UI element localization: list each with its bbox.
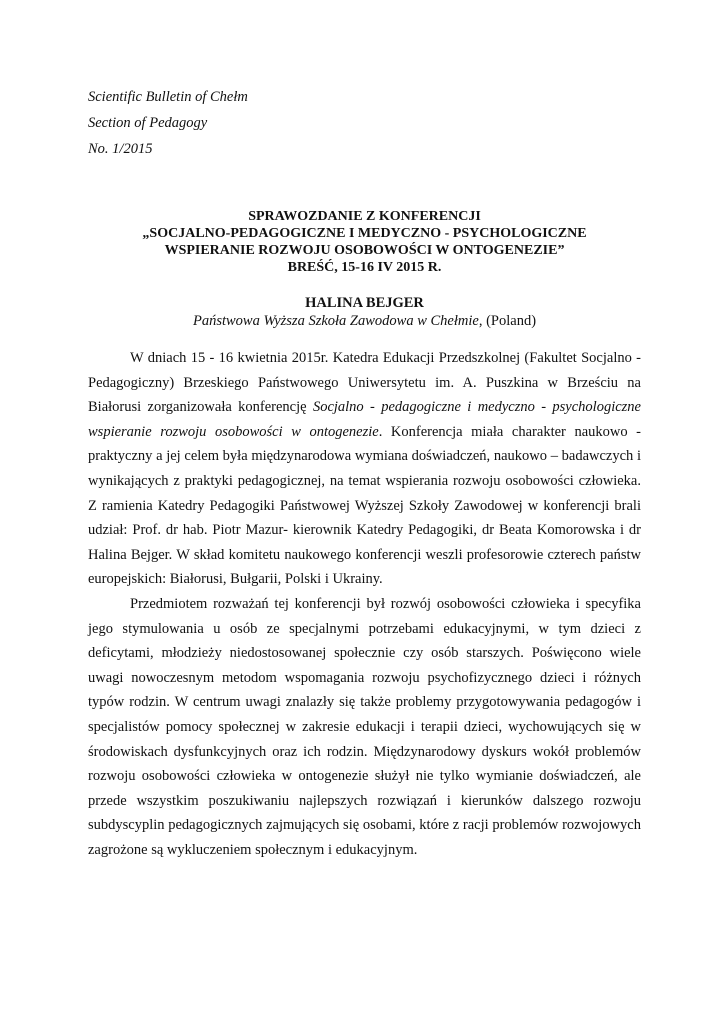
author-affiliation: Państwowa Wyższa Szkoła Zawodowa w Chełmie <box>192 313 479 329</box>
article-body <box>88 346 641 862</box>
journal-name: Scientific Bulletin of Chełm <box>88 89 248 105</box>
author-block <box>88 294 641 330</box>
author-country: , (Poland) <box>478 313 537 329</box>
paragraph-2: Przedmiotem rozważań tej konferencji był rozwój osobowości człowieka i specyfika jego stymulowania u osób ze specjalnymi potrzebami edukacyjnymi, w tym dzieci z deficytami, młodzieży niedostosowanej społecznie czy osób starszych. Poświęcono wiele uwagi nowoczesnym metodom wspomagania rozwoju psychofizycznego dzieci i różnych typów rodzin. W centrum uwagi znalazły się także problemy przygotowywania pedagogów i specjalistów pomocy społecznej w zakresie edukacji i terapii dzieci, wychowujących się w środowiskach dysfunkcyjnych oraz ich rodzin. Międzynarodowy dyskurs wokół problemów rozwoju osobowości człowieka w ontogenezie służył nie tylko wymianie doświadczeń, ale przede wszystkim poszukiwaniu najlepszych rozwiązań i kierunków dalszego rozwoju subdyscyplin pedagogicznych zajmujących się osobami, które z racji problemów rozwojowych zagrożone są wykluczeniem społecznym i edukacyjnym. <box>88 595 641 858</box>
paragraph-1-rest: . Konferencja miała charakter naukowo - praktyczny a jej celem była międzynarodowa wymiana doświadczeń, naukowo – badawczych i wynikających z praktyki pedagogicznej, na temat wspierania rozwoju osobowości człowieka. Z ramienia Katedry Pedagogiki Państwowej Wyższej Szkoły Zawodowej w konferencji brali udział: Prof. dr hab. Piotr Mazur- kierownik Katedry Pedagogiki, dr Beata Komorowska i dr Halina Bejger. W skład komitetu naukowego konferencji weszli profesorowie czterech państw europejskich: Białorusi, Bułgarii, Polski i Ukrainy. <box>88 423 641 588</box>
title-line-2: „SOCJALNO-PEDAGOGICZNE I MEDYCZNO - PSYCHOLOGICZNE <box>142 226 587 241</box>
title-line-3: WSPIERANIE ROZWOJU OSOBOWOŚCI W ONTOGENEZIE” <box>164 243 565 258</box>
paragraph-1 <box>88 346 641 592</box>
journal-section: Section of Pedagogy <box>88 115 208 131</box>
journal-issue: No. 1/2015 <box>88 141 153 157</box>
report-title <box>88 208 641 276</box>
paragraph-1-intro: W dniach 15 - 16 kwietnia 2015r. Katedra Edukacji Przedszkolnej (Fakultet Socjalno - Pedagogiczny) Brzeskiego Państwowego Uniwersytetu im. A. Puszkina w Brześciu na Białorusi zorganizowała konferencję <box>88 350 641 416</box>
journal-header <box>88 84 248 162</box>
title-line-4: BREŚĆ, 15-16 IV 2015 R. <box>287 260 442 275</box>
author-name: HALINA BEJGER <box>305 295 424 311</box>
conference-title-italic: Socjalno - pedagogiczne i medyczno - psychologiczne wspieranie rozwoju osobowości w ontogenezie <box>88 399 641 440</box>
title-line-1: SPRAWOZDANIE Z KONFERENCJI <box>248 209 481 224</box>
author-affiliation-line <box>88 312 641 330</box>
